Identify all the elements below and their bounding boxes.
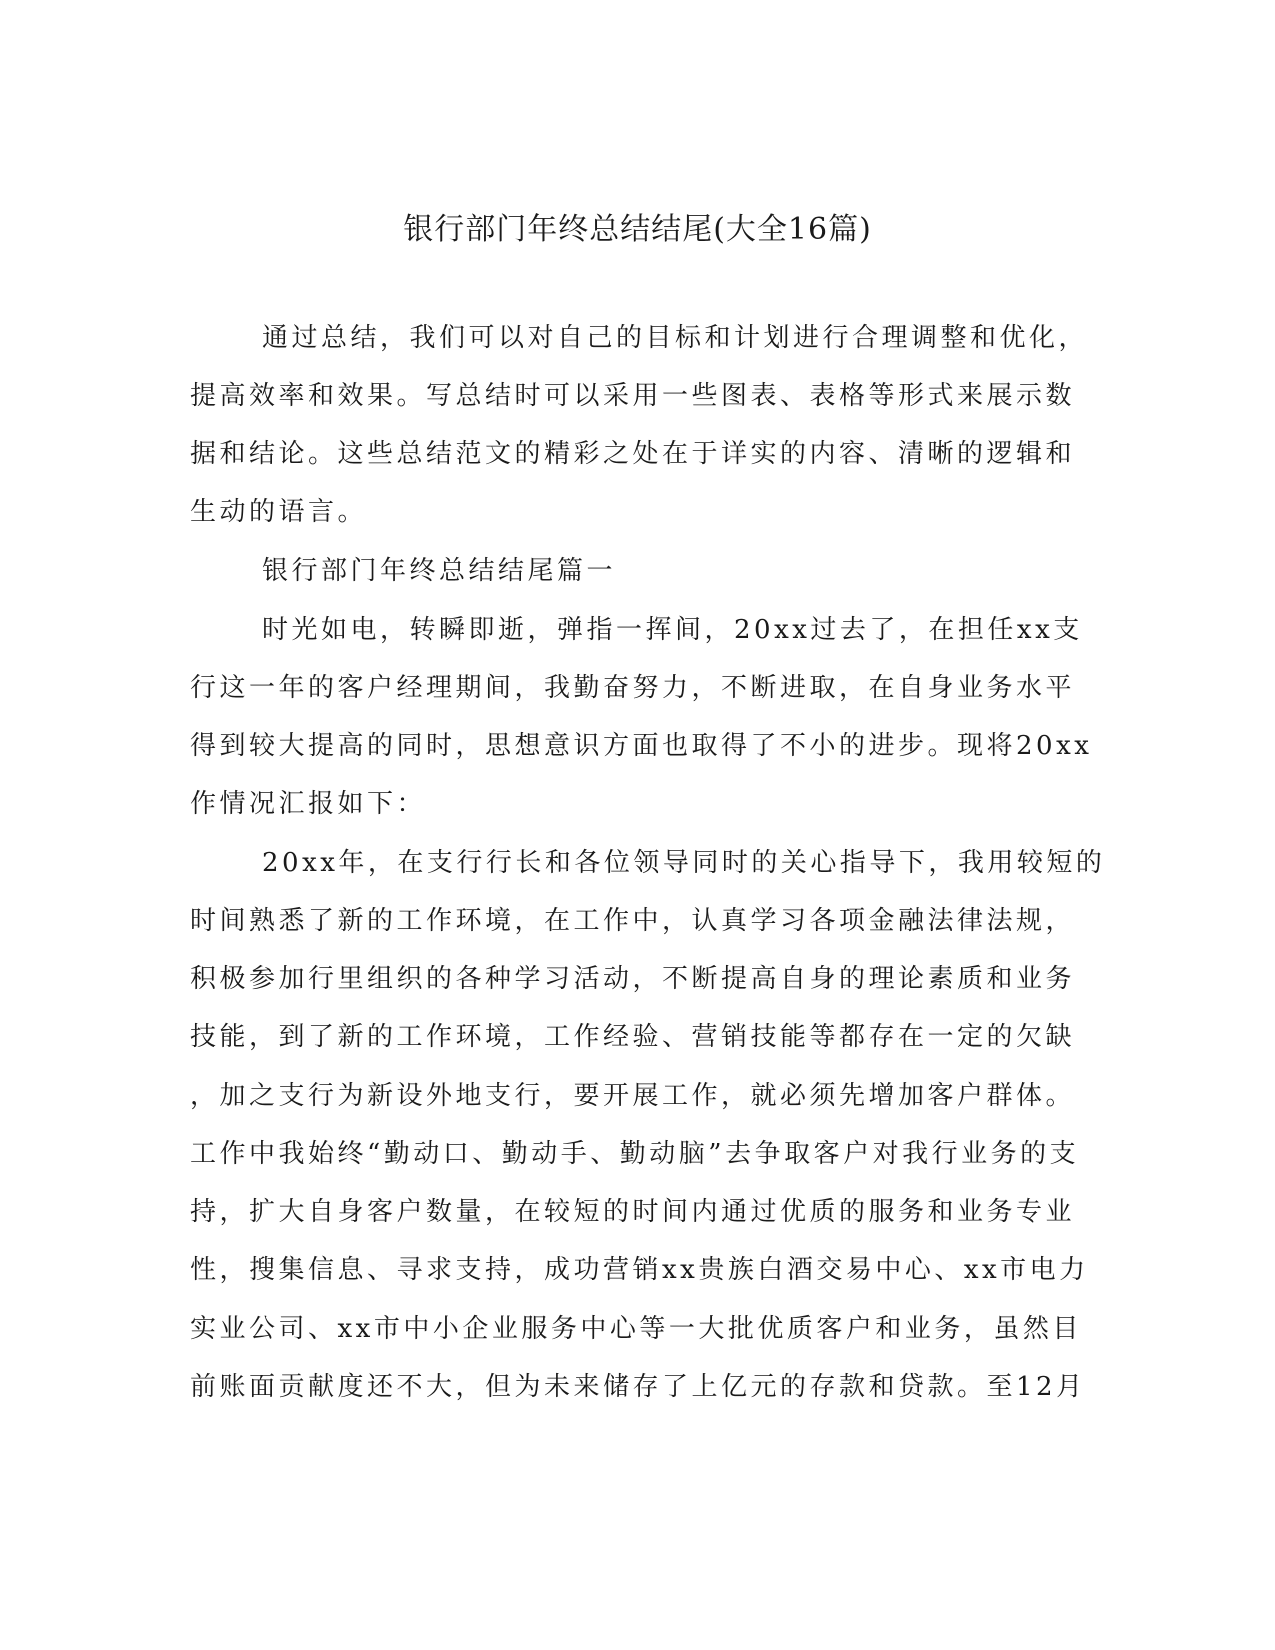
paragraph-line: 提高效率和效果。写总结时可以采用一些图表、表格等形式来展示数	[190, 381, 1076, 411]
paragraph-line: 前账面贡献度还不大，但为未来储存了上亿元的存款和贷款。至12月	[190, 1372, 1086, 1402]
paragraph-line: 性，搜集信息、寻求支持，成功营销xx贵族白酒交易中心、xx市电力	[190, 1255, 1089, 1285]
paragraph-line: 据和结论。这些总结范文的精彩之处在于详实的内容、清晰的逻辑和	[190, 439, 1076, 469]
paragraph-line: 技能，到了新的工作环境，工作经验、营销技能等都存在一定的欠缺	[190, 1022, 1076, 1052]
paragraph-line: 时间熟悉了新的工作环境，在工作中，认真学习各项金融法律法规，	[190, 906, 1076, 936]
paragraph-line: 行这一年的客户经理期间，我勤奋努力，不断进取，在自身业务水平	[190, 673, 1076, 703]
paragraph-line: 积极参加行里组织的各种学习活动，不断提高自身的理论素质和业务	[190, 964, 1076, 994]
paragraph-line: 生动的语言。	[190, 497, 368, 527]
section-heading: 银行部门年终总结结尾篇一	[262, 556, 617, 586]
paragraph-line: ，加之支行为新设外地支行，要开展工作，就必须先增加客户群体。	[190, 1081, 1076, 1111]
paragraph-line: 通过总结，我们可以对自己的目标和计划进行合理调整和优化，	[262, 323, 1089, 353]
paragraph-line: 作情况汇报如下：	[190, 789, 427, 819]
paragraph-line: 实业公司、xx市中小企业服务中心等一大批优质客户和业务，虽然目	[190, 1314, 1082, 1344]
paragraph-line: 工作中我始终“勤动口、勤动手、勤动脑”去争取客户对我行业务的支	[190, 1139, 1080, 1169]
paragraph-line: 得到较大提高的同时，思想意识方面也取得了不小的进步。现将20xx	[190, 731, 1093, 761]
paragraph-line: 20xx年，在支行行长和各位领导同时的关心指导下，我用较短的	[262, 848, 1106, 878]
paragraph-line: 持，扩大自身客户数量，在较短的时间内通过优质的服务和业务专业	[190, 1197, 1076, 1227]
paragraph-line: 时光如电，转瞬即逝，弹指一挥间，20xx过去了，在担任xx支	[262, 615, 1083, 645]
document-title: 银行部门年终总结结尾(大全16篇)	[403, 212, 872, 247]
